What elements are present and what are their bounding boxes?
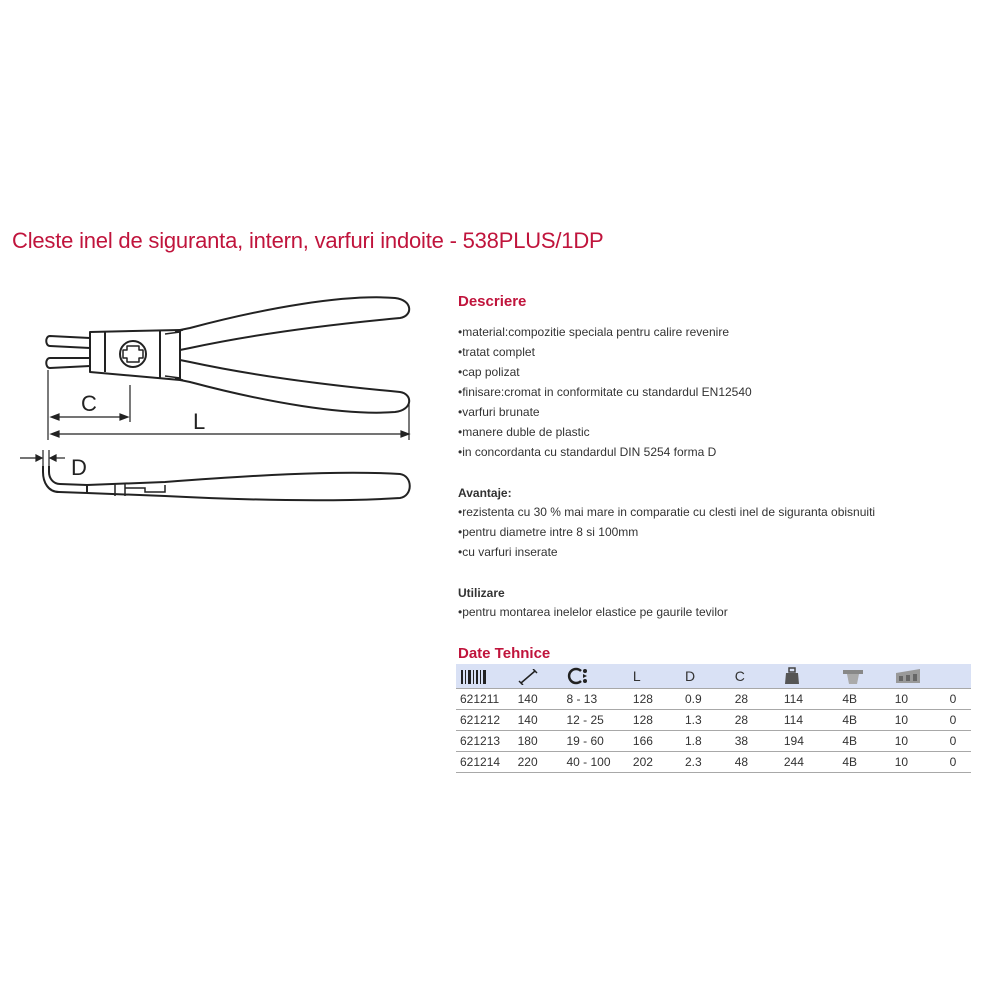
cell-d: 2.3	[681, 752, 731, 773]
cell-code: 621212	[456, 710, 514, 731]
column-d-header: D	[684, 668, 696, 684]
cell-last: 0	[946, 689, 971, 710]
box-icon	[891, 664, 946, 689]
list-item: • pentru montarea inelelor elastice pe gaurile tevilor	[458, 602, 728, 622]
cell-packaging: 4B	[838, 752, 890, 773]
cell-weight: 114	[780, 689, 838, 710]
page-title: Cleste inel de siguranta, intern, varfuri indoite - 538PLUS/1DP	[12, 228, 604, 253]
cell-box: 10	[891, 710, 946, 731]
cell-c: 28	[731, 689, 780, 710]
cell-length: 140	[514, 689, 563, 710]
cell-last: 0	[946, 710, 971, 731]
cell-box: 10	[891, 731, 946, 752]
packaging-icon	[838, 664, 890, 689]
advantages-list	[458, 502, 875, 562]
cell-code: 621211	[456, 689, 514, 710]
list-item: • cap polizat	[458, 362, 752, 382]
column-c-header: C	[734, 668, 745, 684]
table-header-row	[456, 664, 971, 689]
cell-l: 128	[629, 689, 681, 710]
cell-c: 48	[731, 752, 780, 773]
list-item: • pentru diametre intre 8 si 100mm	[458, 522, 875, 542]
cell-d: 1.8	[681, 731, 731, 752]
cell-packaging: 4B	[838, 689, 890, 710]
cell-box: 10	[891, 752, 946, 773]
cell-code: 621214	[456, 752, 514, 773]
cell-range: 12 - 25	[562, 710, 628, 731]
advantages-heading: Avantaje:	[458, 486, 512, 500]
list-item: • rezistenta cu 30 % mai mare in comparatie cu clesti inel de siguranta obisnuiti	[458, 502, 875, 522]
description-heading: Descriere	[458, 293, 527, 310]
cell-length: 140	[514, 710, 563, 731]
table-row	[456, 689, 971, 710]
cell-l: 128	[629, 710, 681, 731]
cell-weight: 244	[780, 752, 838, 773]
cell-c: 28	[731, 710, 780, 731]
table-row	[456, 752, 971, 773]
list-item: • finisare:cromat in conformitate cu standardul EN12540	[458, 382, 752, 402]
list-item: • material:compozitie speciala pentru calire revenire	[458, 322, 752, 342]
table-row	[456, 731, 971, 752]
cell-d: 0.9	[681, 689, 731, 710]
empty-header	[946, 664, 971, 689]
pliers-drawing	[15, 290, 420, 530]
list-item: • varfuri brunate	[458, 402, 752, 422]
dimension-c-label: C	[81, 391, 97, 416]
weight-icon	[780, 664, 838, 689]
cell-packaging: 4B	[838, 710, 890, 731]
cell-range: 8 - 13	[562, 689, 628, 710]
cell-range: 40 - 100	[562, 752, 628, 773]
cell-weight: 194	[780, 731, 838, 752]
length-icon	[514, 664, 563, 689]
cell-last: 0	[946, 752, 971, 773]
tech-table	[456, 664, 971, 773]
tech-heading: Date Tehnice	[458, 645, 551, 662]
dimension-d-label: D	[71, 455, 87, 480]
column-l-header: L	[632, 668, 641, 684]
cell-code: 621213	[456, 731, 514, 752]
cell-c: 38	[731, 731, 780, 752]
list-item: • in concordanta cu standardul DIN 5254 forma D	[458, 442, 752, 462]
cell-packaging: 4B	[838, 731, 890, 752]
cell-weight: 114	[780, 710, 838, 731]
usage-heading: Utilizare	[458, 586, 505, 600]
cell-l: 166	[629, 731, 681, 752]
dimension-l-label: L	[193, 409, 206, 434]
list-item: • tratat complet	[458, 342, 752, 362]
usage-list	[458, 602, 728, 622]
cell-range: 19 - 60	[562, 731, 628, 752]
list-item: • manere duble de plastic	[458, 422, 752, 442]
barcode-icon	[456, 664, 514, 689]
description-list	[458, 322, 752, 462]
list-item: • cu varfuri inserate	[458, 542, 875, 562]
cell-last: 0	[946, 731, 971, 752]
cell-box: 10	[891, 689, 946, 710]
ring-diameter-icon	[562, 664, 628, 689]
cell-l: 202	[629, 752, 681, 773]
cell-length: 180	[514, 731, 563, 752]
cell-d: 1.3	[681, 710, 731, 731]
cell-length: 220	[514, 752, 563, 773]
table-row	[456, 710, 971, 731]
